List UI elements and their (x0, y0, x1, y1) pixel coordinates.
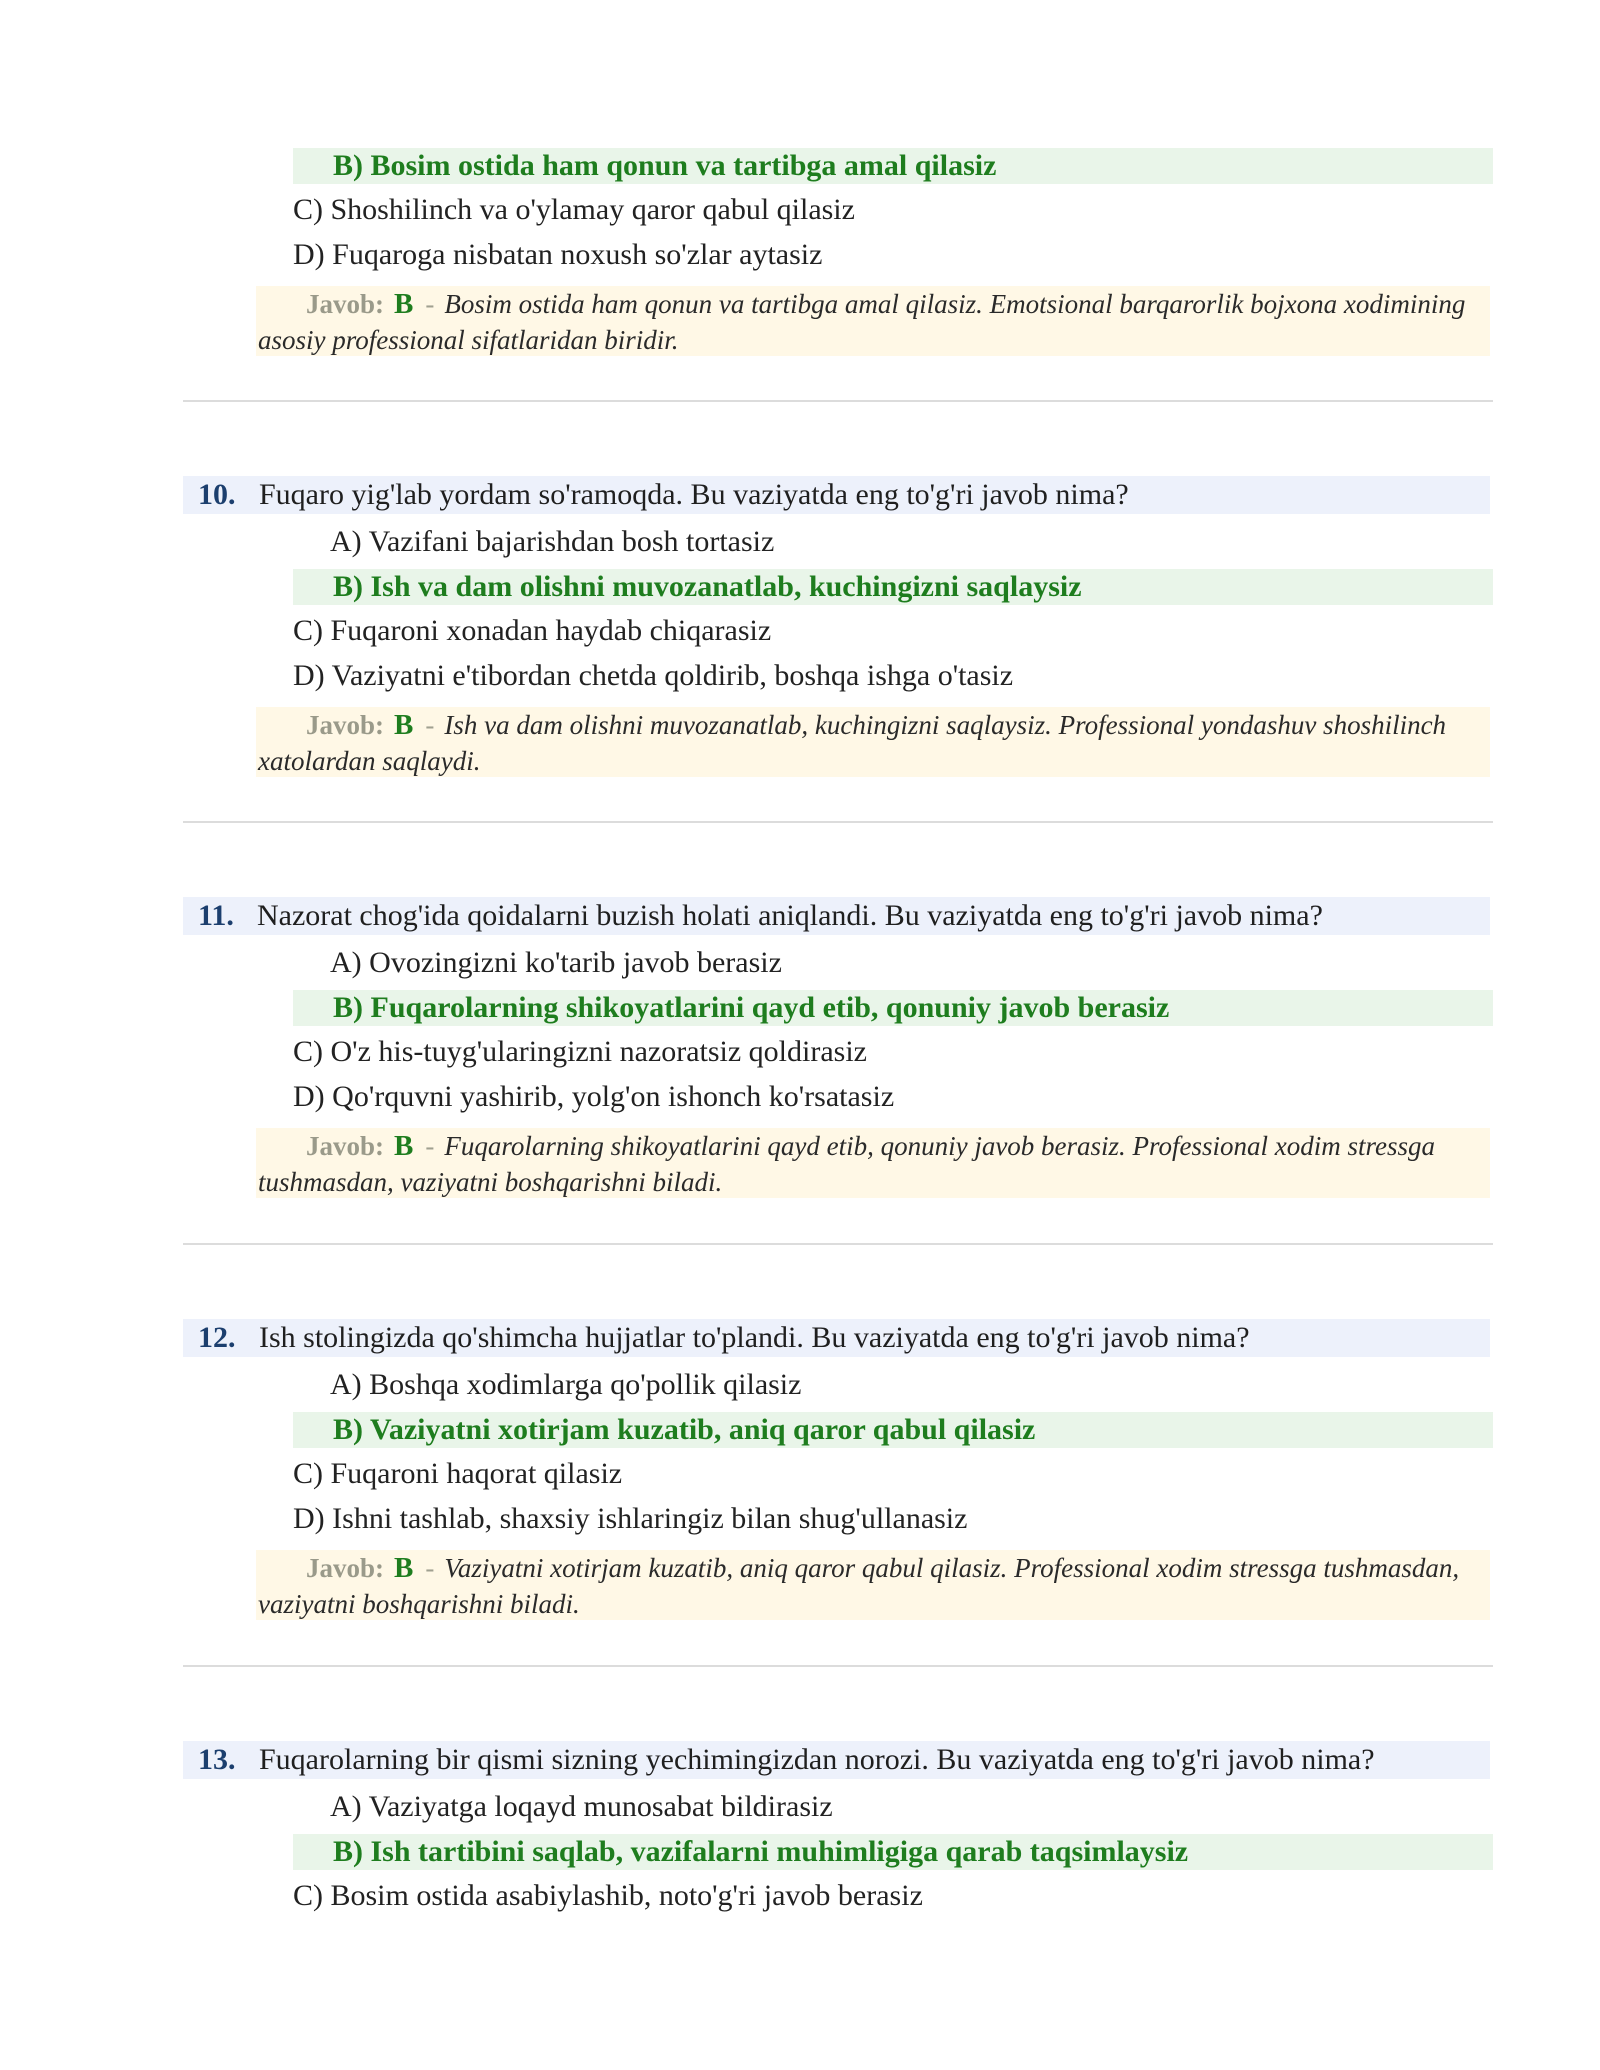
option-a: A) Boshqa xodimlarga qo'pollik qilasiz (330, 1368, 802, 1401)
question-header (183, 1741, 1490, 1779)
answer-label: Javob: (306, 1131, 385, 1161)
answer-box (256, 286, 1490, 356)
answer-text: Ish va dam olishni muvozanatlab, kuchingizni saqlaysiz. Professional yondashuv shoshilinch xatolardan saqlaydi. (258, 710, 1447, 776)
answer-explanation (258, 1128, 1484, 1200)
option-b-text: B) Bosim ostida ham qonun va tartibga amal qilasiz (333, 149, 997, 182)
answer-letter: B (394, 288, 414, 320)
answer-letter: B (394, 709, 414, 741)
divider (183, 1243, 1493, 1245)
option-c: C) Fuqaroni xonadan haydab chiqarasiz (293, 614, 772, 647)
option-c: C) Bosim ostida asabiylashib, noto'g'ri javob berasiz (293, 1879, 923, 1912)
question-number: 12. (198, 1321, 236, 1354)
option-d: D) Ishni tashlab, shaxsiy ishlaringiz bilan shug'ullanasiz (293, 1502, 968, 1535)
answer-text: Bosim ostida ham qonun va tartibga amal qilasiz. Emotsional barqarorlik bojxona xodimining asosiy professional sifatlaridan biridir. (258, 289, 1466, 355)
option-d: D) Vaziyatni e'tibordan chetda qoldirib, boshqa ishga o'tasiz (293, 659, 1014, 692)
option-b-correct (293, 1834, 1493, 1870)
option-b-correct (293, 148, 1493, 184)
answer-dash: - (425, 1131, 435, 1161)
option-b-text: B) Ish tartibini saqlab, vazifalarni muhimligiga qarab taqsimlaysiz (333, 1835, 1189, 1868)
option-b-text: B) Ish va dam olishni muvozanatlab, kuchingizni saqlaysiz (333, 570, 1082, 603)
answer-dash: - (425, 1553, 435, 1583)
answer-dash: - (425, 289, 435, 319)
question-number: 11. (198, 899, 234, 932)
answer-explanation (258, 286, 1484, 358)
answer-box (256, 707, 1490, 777)
option-a: A) Vaziyatga loqayd munosabat bildirasiz (330, 1790, 833, 1823)
answer-text: Fuqarolarning shikoyatlarini qayd etib, qonuniy javob berasiz. Professional xodim stressga tushmasdan, vaziyatni boshqarishni biladi. (258, 1131, 1436, 1197)
question-text: Fuqarolarning bir qismi sizning yechimingizdan norozi. Bu vaziyatda eng to'g'ri javob nima? (259, 1743, 1375, 1776)
question-text: Ish stolingizda qo'shimcha hujjatlar to'plandi. Bu vaziyatda eng to'g'ri javob nima? (259, 1321, 1250, 1354)
answer-explanation (258, 1550, 1484, 1622)
question-header (183, 476, 1490, 514)
question-number: 10. (198, 478, 236, 511)
answer-letter: B (394, 1552, 414, 1584)
option-d: D) Fuqaroga nisbatan noxush so'zlar aytasiz (293, 238, 823, 271)
option-d: D) Qo'rquvni yashirib, yolg'on ishonch ko'rsatasiz (293, 1080, 895, 1113)
answer-label: Javob: (306, 289, 385, 319)
answer-dash: - (425, 710, 435, 740)
divider (183, 400, 1493, 402)
answer-text: Vaziyatni xotirjam kuzatib, aniq qaror qabul qilasiz. Professional xodim stressga tushmasdan, vaziyatni boshqarishni biladi. (258, 1553, 1460, 1619)
option-b-correct (293, 990, 1493, 1026)
option-c: C) Shoshilinch va o'ylamay qaror qabul qilasiz (293, 193, 855, 226)
option-a: A) Ovozingizni ko'tarib javob berasiz (330, 946, 782, 979)
answer-label: Javob: (306, 1553, 385, 1583)
option-b-correct (293, 1412, 1493, 1448)
option-c: C) Fuqaroni haqorat qilasiz (293, 1457, 623, 1490)
answer-explanation (258, 707, 1484, 779)
answer-box (256, 1550, 1490, 1620)
option-b-text: B) Vaziyatni xotirjam kuzatib, aniq qaror qabul qilasiz (333, 1413, 1036, 1446)
option-c: C) O'z his-tuyg'ularingizni nazoratsiz qoldirasiz (293, 1035, 867, 1068)
question-text: Fuqaro yig'lab yordam so'ramoqda. Bu vaziyatda eng to'g'ri javob nima? (259, 478, 1129, 511)
answer-letter: B (394, 1130, 414, 1162)
question-number: 13. (198, 1743, 236, 1776)
option-b-text: B) Fuqarolarning shikoyatlarini qayd etib, qonuniy javob berasiz (333, 991, 1170, 1024)
question-header (183, 897, 1490, 935)
question-header (183, 1319, 1490, 1357)
option-a: A) Vazifani bajarishdan bosh tortasiz (330, 525, 775, 558)
answer-box (256, 1128, 1490, 1198)
answer-label: Javob: (306, 710, 385, 740)
divider (183, 1665, 1493, 1667)
question-text: Nazorat chog'ida qoidalarni buzish holati aniqlandi. Bu vaziyatda eng to'g'ri javob nima? (257, 899, 1323, 932)
divider (183, 821, 1493, 823)
option-b-correct (293, 569, 1493, 605)
